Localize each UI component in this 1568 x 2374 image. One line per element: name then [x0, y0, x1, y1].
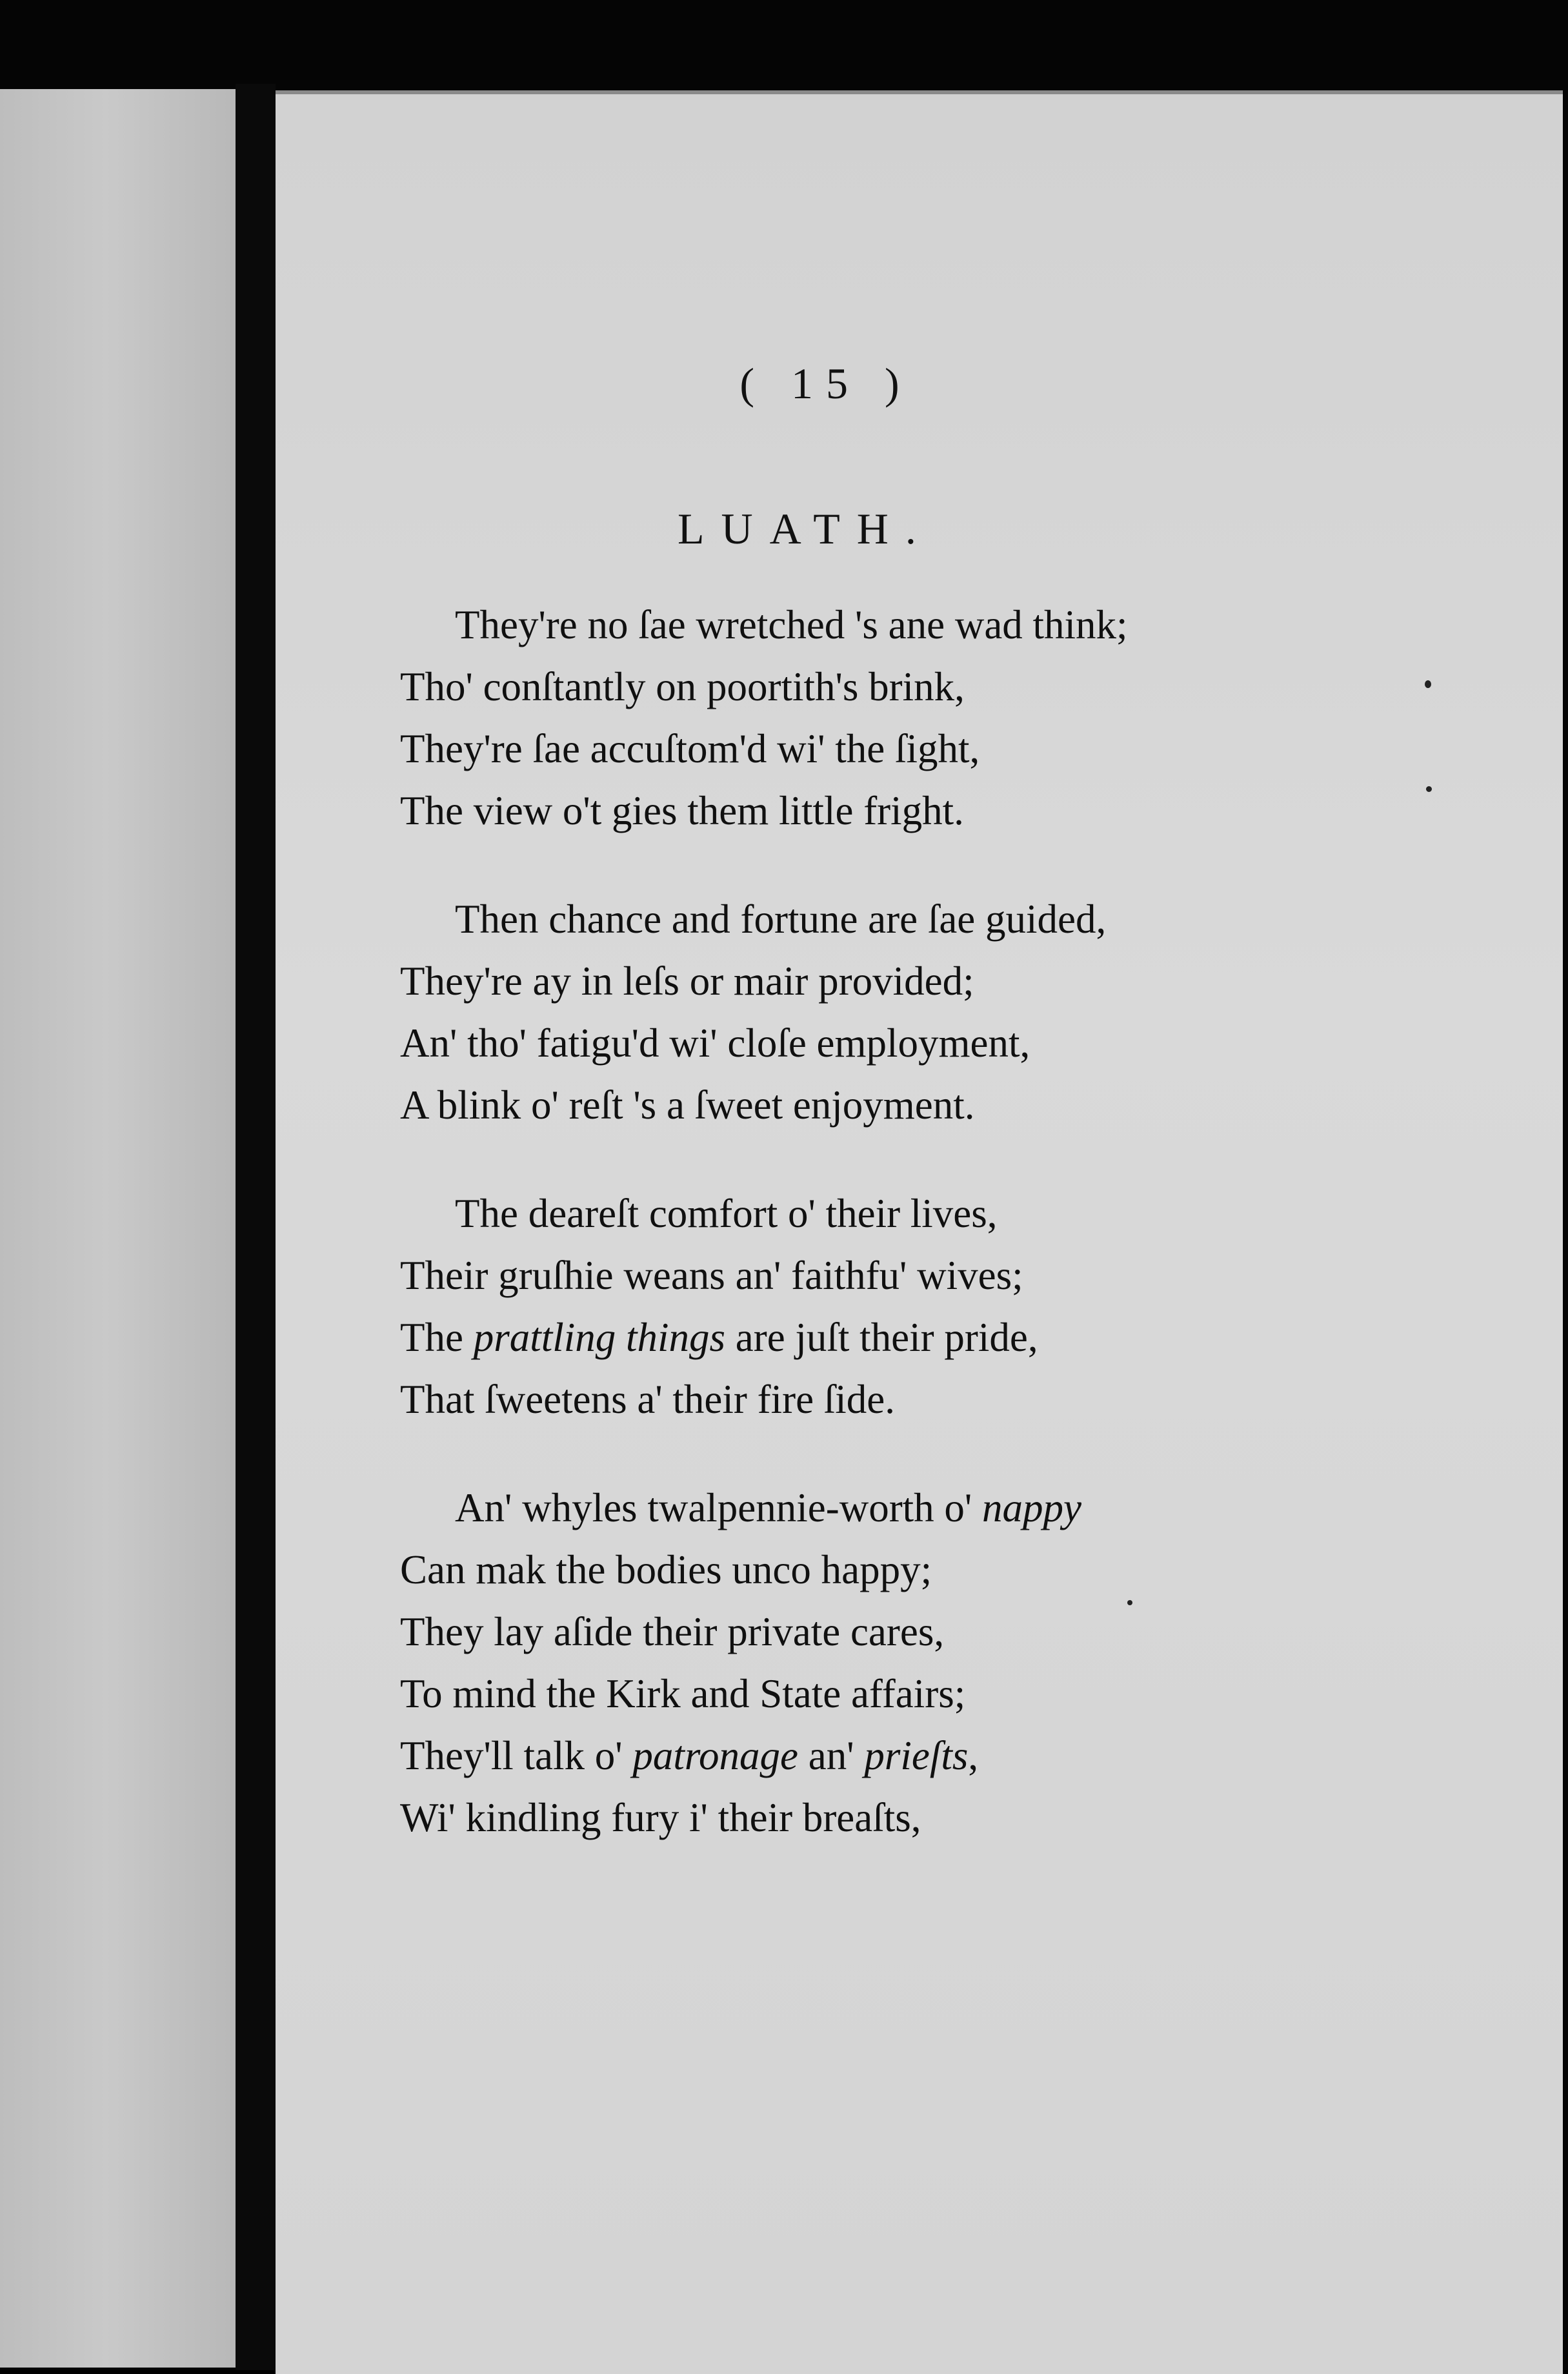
stanza: [400, 1477, 1239, 1849]
book-gutter: [236, 84, 276, 2370]
stanza: [400, 888, 1239, 1136]
poem-line: [400, 656, 1239, 718]
facing-page-edge: [0, 89, 236, 2368]
text-run: They're ſae accuſtom'd wi' the ſight,: [400, 726, 980, 771]
poem-line: [400, 1368, 1239, 1430]
stanza: [400, 1182, 1239, 1430]
poem-line: [400, 1074, 1239, 1136]
ink-speck: [1426, 786, 1432, 792]
poem-line: [400, 1663, 1239, 1725]
text-run: The view o't gies them little fright.: [400, 788, 964, 833]
text-run: an': [798, 1733, 865, 1778]
text-run: ,: [968, 1733, 979, 1778]
text-run: To mind the Kirk and State affairs;: [400, 1671, 966, 1716]
poem-line: [400, 594, 1239, 656]
text-run: Tho' conſtantly on poortith's brink,: [400, 664, 965, 709]
text-run: They're no ſae wretched 's ane wad think;: [455, 602, 1128, 647]
text-run: An' whyles twalpennie-worth o': [455, 1485, 983, 1530]
poem-title: LUATH.: [678, 504, 933, 553]
italic-phrase: patronage: [632, 1733, 799, 1778]
text-run: An' tho' fatigu'd wi' cloſe employment,: [400, 1020, 1030, 1066]
italic-phrase: nappy: [982, 1485, 1081, 1530]
page-number: ( 15 ): [739, 359, 912, 408]
poem-line: [400, 780, 1239, 842]
poem-line: [400, 1539, 1239, 1601]
poem-line: [400, 1012, 1239, 1074]
poem-line: [400, 1477, 1239, 1539]
stanza: [400, 594, 1239, 842]
text-run: Wi' kindling fury i' their breaſts,: [400, 1795, 921, 1840]
text-run: The: [400, 1315, 474, 1360]
text-run: They lay aſide their private cares,: [400, 1609, 945, 1654]
poem-line: [400, 950, 1239, 1012]
text-run: They're ay in leſs or mair provided;: [400, 959, 974, 1004]
text-run: The deareſt comfort o' their lives,: [455, 1191, 998, 1236]
poem-line: [400, 718, 1239, 780]
italic-phrase: prieſts: [864, 1733, 969, 1778]
poem-body: [400, 594, 1239, 1895]
poem-line: [400, 888, 1239, 950]
poem-line: [400, 1306, 1239, 1368]
text-run: That ſweetens a' their fire ſide.: [400, 1377, 896, 1422]
text-run: They'll talk o': [400, 1733, 633, 1778]
ink-speck: [1425, 680, 1431, 688]
poem-line: [400, 1244, 1239, 1306]
text-run: A blink o' reſt 's a ſweet enjoyment.: [400, 1082, 975, 1128]
poem-line: [400, 1787, 1239, 1849]
text-run: Then chance and fortune are ſae guided,: [455, 897, 1107, 942]
poem-line: [400, 1601, 1239, 1663]
poem-line: [400, 1182, 1239, 1244]
text-run: are juſt their pride,: [725, 1315, 1038, 1360]
italic-phrase: prattling things: [473, 1315, 726, 1360]
poem-line: [400, 1725, 1239, 1787]
text-run: Can mak the bodies unco happy;: [400, 1547, 932, 1592]
text-run: Their gruſhie weans an' faithfu' wives;: [400, 1253, 1023, 1298]
